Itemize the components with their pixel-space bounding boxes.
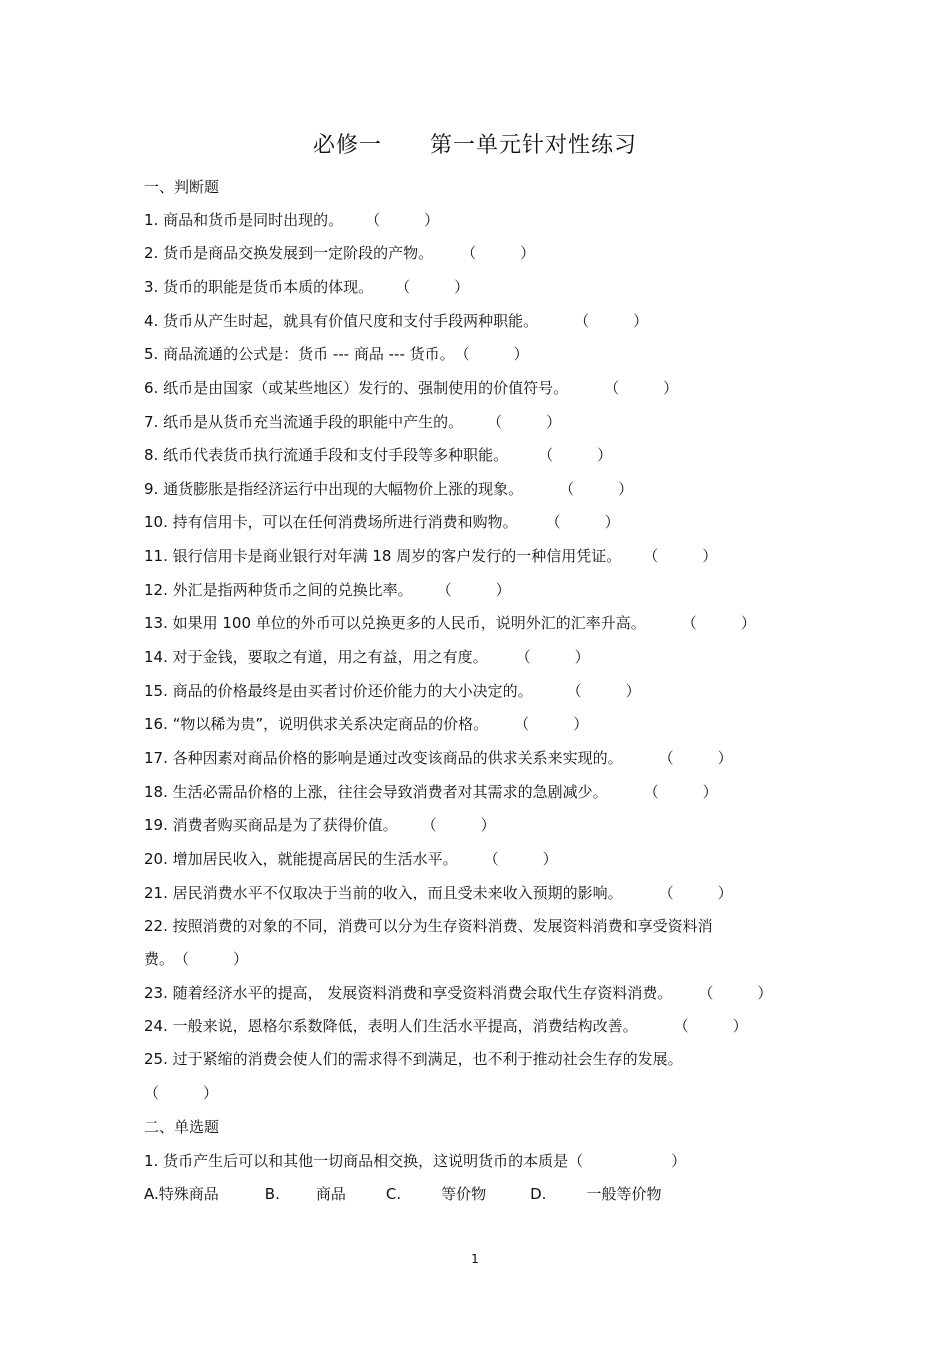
question-17: 17. 各种因素对商品价格的影响是通过改变该商品的供求关系来实现的。 （ ） [144,749,733,767]
answer-blank[interactable]: （ ） [643,547,718,565]
question-23: 23. 随着经济水平的提高， 发展资料消费和享受资料消费会取代生存资料消费。 （ ） [144,984,773,1002]
answer-blank[interactable]: （ ） [461,244,536,262]
section-heading-single-choice: 二、单选题 [144,1118,220,1136]
option-d[interactable]: D. 一般等价物 [530,1185,662,1203]
question-15: 15. 商品的价格最终是由买者讨价还价能力的大小决定的。 （ ） [144,682,641,700]
title-part-2: 第一单元针对性练习 [430,133,638,158]
question-6: 6. 纸币是由国家（或某些地区）发行的、强制使用的价值符号。 （ ） [144,379,679,397]
answer-blank[interactable]: （ ） [566,682,641,700]
answer-blank[interactable]: （ ） [454,345,529,363]
answer-blank[interactable]: （ ） [574,312,649,330]
question-25-continued [144,1083,218,1103]
question-5: 5. 商品流通的公式是：货币 --- 商品 --- 货币。（ ） [144,345,529,363]
question-3: 3. 货币的职能是货币本质的体现。 （ ） [144,278,470,296]
choice-question-1-options [144,1184,661,1204]
question-7: 7. 纸币是从货币充当流通手段的职能中产生的。 （ ） [144,413,562,431]
answer-blank[interactable]: （ ） [658,884,733,902]
question-16: 16. “物以稀为贵”，说明供求关系决定商品的价格。 （ ） [144,715,589,733]
answer-blank[interactable]: （ ） [658,749,733,767]
question-24: 24. 一般来说，恩格尔系数降低，表明人们生活水平提高，消费结构改善。 （ ） [144,1017,748,1035]
question-19: 19. 消费者购买商品是为了获得价值。 （ ） [144,816,496,834]
title-part-1: 必修一 [312,133,382,158]
answer-blank[interactable]: （ ） [174,950,249,968]
question-4: 4. 货币从产生时起，就具有价值尺度和支付手段两种职能。 （ ） [144,312,649,330]
answer-blank[interactable]: （ ） [673,1017,748,1035]
answer-blank[interactable]: （ ） [681,614,756,632]
answer-blank[interactable]: （ ） [421,816,496,834]
option-c[interactable]: C. 等价物 [385,1185,487,1203]
answer-blank[interactable]: （ ） [559,480,634,498]
question-13: 13. 如果用 100 单位的外币可以兑换更多的人民币，说明外汇的汇率升高。 （ ） [144,614,756,632]
answer-blank[interactable]: （ ） [545,513,620,531]
section-heading-true-false: 一、判断题 [144,178,220,196]
question-12: 12. 外汇是指两种货币之间的兑换比率。 （ ） [144,581,511,599]
question-20: 20. 增加居民收入，就能提高居民的生活水平。 （ ） [144,850,558,868]
question-21: 21. 居民消费水平不仅取决于当前的收入，而且受未来收入预期的影响。 （ ） [144,884,733,902]
page-title [0,128,950,159]
answer-blank[interactable]: （ ） [483,850,558,868]
question-9: 9. 通货膨胀是指经济运行中出现的大幅物价上涨的现象。 （ ） [144,480,634,498]
question-22-continued: 费。（ ） [144,950,249,968]
answer-blank[interactable]: （ ） [144,1084,219,1102]
answer-blank[interactable]: （ ） [514,715,589,733]
question-11: 11. 银行信用卡是商业银行对年满 18 周岁的客户发行的一种信用凭证。 （ ） [144,547,718,565]
answer-blank[interactable]: （ ） [643,783,718,801]
answer-blank[interactable]: （ ） [538,446,613,464]
answer-blank[interactable]: （ ） [515,648,590,666]
answer-blank[interactable]: （ ） [487,413,562,431]
question-14: 14. 对于金钱，要取之有道，用之有益，用之有度。 （ ） [144,648,590,666]
question-25: 25. 过于紧缩的消费会使人们的需求得不到满足，也不利于推动社会生存的发展。 [144,1050,683,1068]
answer-blank[interactable]: （ ） [604,379,679,397]
option-a[interactable]: A.特殊商品 [144,1185,219,1203]
question-8: 8. 纸币代表货币执行流通手段和支付手段等多种职能。 （ ） [144,446,613,464]
question-2: 2. 货币是商品交换发展到一定阶段的产物。 （ ） [144,244,536,262]
answer-blank[interactable]: （ ） [698,984,773,1002]
question-18: 18. 生活必需品价格的上涨，往往会导致消费者对其需求的急剧减少。 （ ） [144,783,718,801]
question-10: 10. 持有信用卡，可以在任何消费场所进行消费和购物。 （ ） [144,513,620,531]
choice-question-1: 1. 货币产生后可以和其他一切商品相交换，这说明货币的本质是（ ） [144,1152,687,1170]
answer-blank[interactable]: （ ） [395,278,470,296]
answer-blank[interactable]: （ ） [436,581,511,599]
page-number: 1 [471,1252,479,1266]
question-22: 22. 按照消费的对象的不同，消费可以分为生存资料消费、发展资料消费和享受资料消 [144,917,713,935]
question-1: 1. 商品和货币是同时出现的。 （ ） [144,211,440,229]
option-b[interactable]: B. 商品 [264,1185,346,1203]
answer-blank[interactable]: （ ） [365,211,440,229]
